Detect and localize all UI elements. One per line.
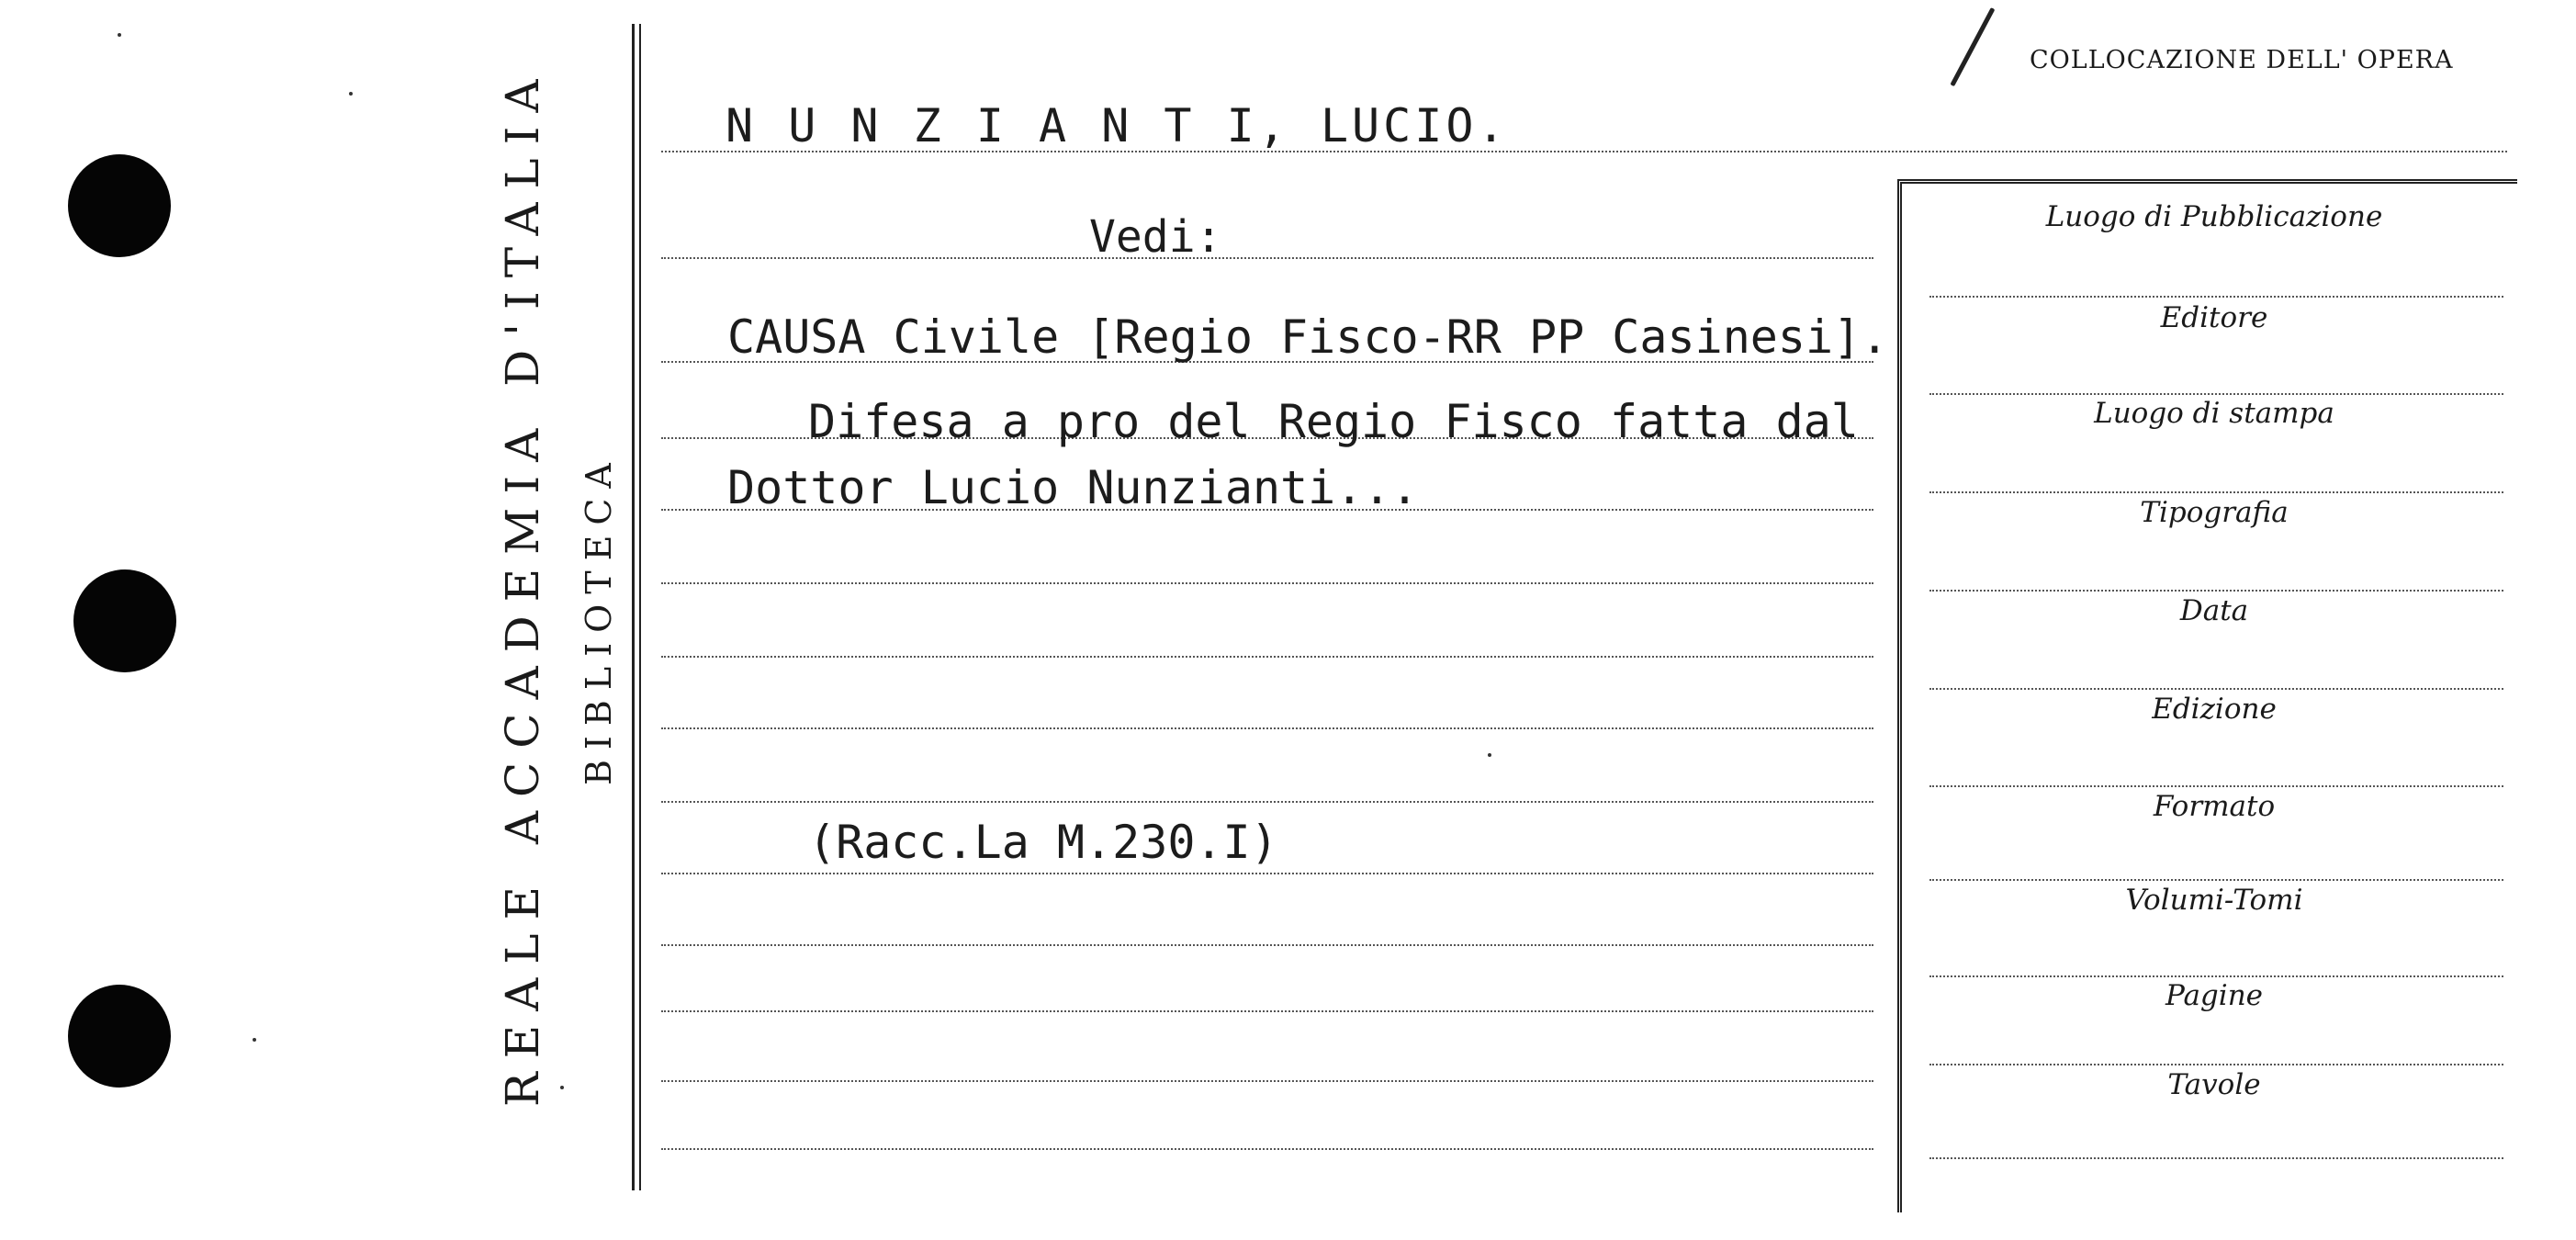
field-luogo-pubblicazione: Luogo di Pubblicazione (2045, 200, 2383, 233)
field-tavole: Tavole (2167, 1068, 2261, 1101)
field-line (1929, 688, 2503, 690)
field-line (1929, 1064, 2503, 1065)
field-line (1929, 296, 2503, 298)
writing-line (661, 1010, 1873, 1012)
writing-line (661, 944, 1873, 946)
library-subtitle: BIBLIOTECA (579, 453, 619, 785)
see-reference-label: Vedi: (1089, 211, 1222, 263)
writing-line (661, 873, 1873, 874)
speck (118, 33, 121, 37)
writing-line (661, 727, 1873, 729)
field-line (1929, 879, 2503, 881)
writing-line (661, 1148, 1873, 1150)
writing-line (661, 801, 1873, 803)
punch-hole-top (68, 154, 171, 257)
title-line-3: Dottor Lucio Nunzianti... (727, 461, 1419, 514)
writing-line (661, 1080, 1873, 1082)
field-edizione: Edizione (2152, 693, 2277, 726)
institution-title: REALE ACCADEMIA D'ITALIA (496, 65, 549, 1107)
title-line-2: Difesa a pro del Regio Fisco fatta dal (808, 395, 1859, 448)
field-line (1929, 975, 2503, 977)
field-line (1929, 590, 2503, 592)
punch-hole-bottom (68, 985, 171, 1088)
field-line (1929, 785, 2503, 787)
divider-line (632, 24, 635, 1190)
speck (253, 1038, 256, 1042)
field-luogo-stampa: Luogo di stampa (2094, 397, 2334, 430)
field-tipografia: Tipografia (2140, 496, 2289, 529)
field-pagine: Pagine (2165, 979, 2264, 1012)
punch-hole-middle (73, 569, 176, 672)
field-data: Data (2179, 594, 2249, 627)
title-line-1: CAUSA Civile [Regio Fisco-RR PP Casinesi]. (727, 310, 1889, 364)
writing-line (661, 582, 1873, 584)
field-editore: Editore (2160, 301, 2268, 334)
field-line (1929, 1157, 2503, 1159)
divider-line (639, 24, 641, 1190)
field-volumi-tomi: Volumi-Tomi (2125, 884, 2303, 917)
speck (1488, 753, 1491, 757)
collection-reference: (Racc.La M.230.I) (808, 816, 1278, 869)
speck (560, 1086, 564, 1089)
speck (349, 92, 353, 96)
author-heading: N U N Z I A N T I, LUCIO. (726, 99, 1509, 152)
writing-line (661, 257, 1873, 259)
collocazione-label: COLLOCAZIONE DELL' OPERA (2030, 46, 2454, 74)
pen-stroke-mark (1950, 7, 1995, 86)
field-line (1929, 393, 2503, 395)
field-formato: Formato (2153, 790, 2276, 823)
bibliographic-fields-box (1897, 179, 2517, 1212)
writing-line (661, 656, 1873, 658)
field-line (1929, 491, 2503, 493)
